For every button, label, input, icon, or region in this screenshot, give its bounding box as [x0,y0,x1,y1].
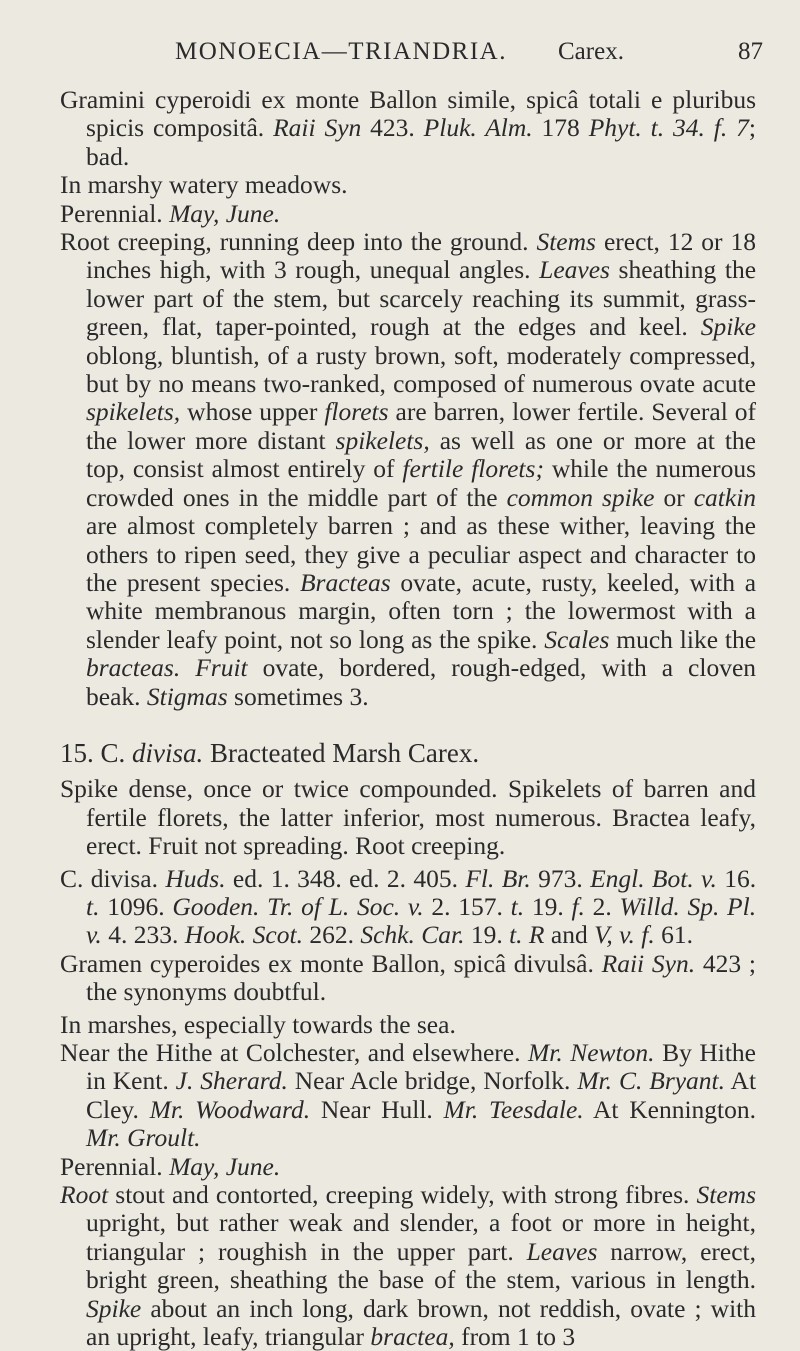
synonym-paragraph-2: Gramen cyperoides ex monte Ballon, spicâ divulsâ. Raii Syn. 423 ; the synonyms doubtful. [60,948,756,1007]
habitat-paragraph-2: In marshes, especially towards the sea. [60,1009,456,1039]
running-title: MONOECIA—TRIANDRIA. [175,38,507,65]
duration-paragraph-2: Perennial. May, June. [60,1151,281,1181]
running-header [0,38,800,78]
references-paragraph: C. divisa. Huds. ed. 1. 348. ed. 2. 405. Fl. Br. 973. Engl. Bot. v. 16. t. 1096. Gooden. Tr. of L. Soc. v. 2. 157. t. 19. f. 2. Willd. Sp. Pl. v. 4. 233. Hook. Scot. 262. Schk. Car. 19. t. R and V, v. f. 61. [60,863,757,950]
diagnosis-paragraph: Spike dense, once or twice compounded. Spikelets of barren and fertile florets, the latter inferior, most numerous. Bractea leafy, erect. Fruit not spreading. Root creeping. [60,774,756,861]
description-paragraph: Root creeping, running deep into the ground. Stems erect, 12 or 18 inches high, with 3 rough, unequal angles. Leaves sheathing the lower part of the stem, but scarcely reaching its summit, grass-green, flat, taper-pointed, rough at the edges and keel. Spike oblong, bluntish, of a rusty brown, soft, moderately compressed, but by no means two-ranked, composed of numerous ovate acute spikelets, whose upper florets are barren, lower fertile. Several of the lower more distant spikelets, as well as one or more at the top, consist almost entirely of fertile florets; while the numerous crowded ones in the middle part of the common spike or catkin are almost completely barren ; and as these wither, leaving the others to ripen seed, they give a peculiar aspect and character to the present species. Bracteas ovate, acute, rusty, keeled, with a white membranous margin, often torn ; the lowermost with a slender leafy point, not so long as the spike. Scales much like the bracteas. Fruit ovate, bordered, rough-edged, with a cloven beak. Stigmas sometimes 3. [60,227,757,711]
species-heading: 15. C. divisa. Bracteated Marsh Carex. [60,737,480,768]
running-genus: Carex. [558,38,624,65]
synonym-paragraph: Gramini cyperoidi ex monte Ballon simile, spicâ totali e pluribus spicis compositâ. Raii Syn 423. Pluk. Alm. 178 Phyt. t. 34. f. 7; bad. [60,85,756,171]
localities-paragraph: Near the Hithe at Colchester, and elsewhere. Mr. Newton. By Hithe in Kent. J. Sherard. Near Acle bridge, Norfolk. Mr. C. Bryant. At Cley. Mr. Woodward. Near Hull. Mr. Teesdale. At Kennington. Mr. Groult. [60,1038,757,1153]
habitat-paragraph: In marshy watery meadows. [60,170,348,200]
description-paragraph-2: Root stout and contorted, creeping widely, with strong fibres. Stems upright, but rather weak and slender, a foot or more in height, triangular ; roughish in the upper part. Leaves narrow, erect, bright green, sheathing the base of the stem, various in length. Spike about an inch long, dark brown, not reddish, ovate ; with an upright, leafy, triangular bractea, from 1 to 3 [60,1180,757,1351]
page-number: 87 [738,38,763,65]
duration-paragraph: Perennial. May, June. [60,198,281,228]
